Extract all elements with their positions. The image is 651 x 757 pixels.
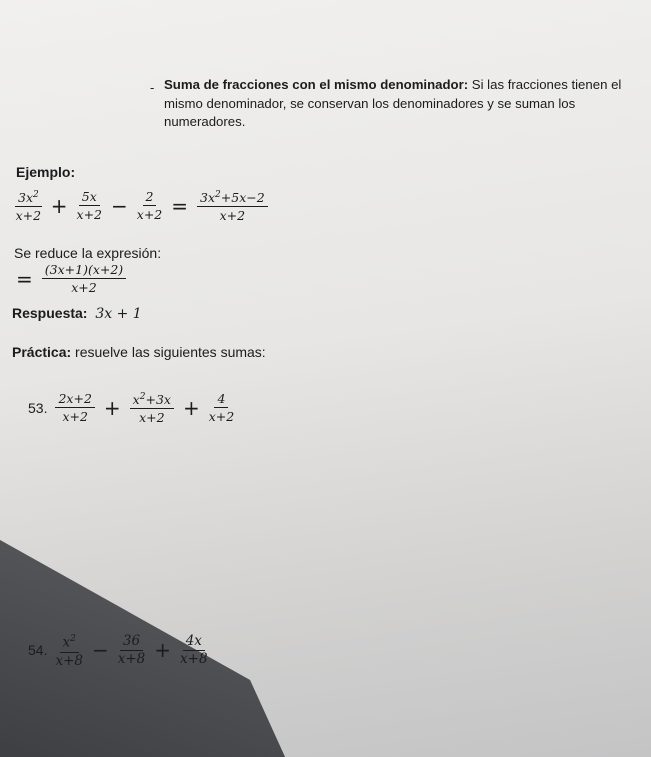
example-equation bbox=[10, 188, 273, 223]
plus-operator: + bbox=[182, 395, 200, 420]
answer-label: Respuesta: bbox=[12, 305, 88, 321]
rule-text: Si las fracciones tienen el mismo denominador, se conservan los denominadores y se suman los numeradores. bbox=[164, 77, 622, 129]
plus-operator: + bbox=[103, 395, 121, 420]
practice-label: Práctica: bbox=[12, 344, 72, 360]
minus-operator: − bbox=[111, 193, 128, 218]
answer-value: 3x + 1 bbox=[95, 306, 142, 322]
problem-53 bbox=[28, 390, 239, 425]
problem-54-term-2: $\frac{36}{x+8}$ bbox=[117, 632, 146, 667]
practice-instructions bbox=[12, 344, 266, 360]
plus-operator: + bbox=[50, 193, 68, 218]
reduce-label: Se reduce la expresión: bbox=[14, 245, 162, 261]
problem-54-term-3: $\frac{4x}{x+8}$ bbox=[180, 632, 208, 667]
minus-operator: − bbox=[91, 638, 109, 663]
example-term-3: $\frac{2}{x+2}$ bbox=[136, 189, 163, 223]
problem-53-term-1: $\frac{2x+2}{x+2}$ bbox=[55, 391, 94, 424]
example-result: $\frac{3x^2+5x-2}{x+2}$ bbox=[197, 188, 268, 223]
plus-operator: + bbox=[154, 638, 172, 663]
example-heading: Ejemplo: bbox=[16, 164, 76, 180]
reduced-fraction: $\frac{(3x+1)(x+2)}{x+2}$ bbox=[42, 262, 126, 295]
problem-number: 54. bbox=[28, 642, 48, 659]
reduced-expression bbox=[12, 262, 131, 295]
bullet-dash: - bbox=[150, 80, 155, 95]
answer-line bbox=[12, 305, 142, 322]
problem-54-term-1: $\frac{x^2}{x+8}$ bbox=[55, 634, 83, 669]
example-term-1: $\frac{3x^2}{x+2}$ bbox=[15, 190, 42, 224]
problem-number: 53. bbox=[28, 399, 48, 416]
rule-paragraph bbox=[164, 76, 624, 132]
rule-title: Suma de fracciones con el mismo denominador: bbox=[164, 77, 469, 92]
example-term-2: $\frac{5x}{x+2}$ bbox=[76, 189, 102, 223]
problem-54 bbox=[28, 632, 213, 669]
practice-text: resuelve las siguientes sumas: bbox=[71, 344, 266, 360]
reduced-equals: = bbox=[16, 266, 33, 291]
equals-operator: = bbox=[171, 193, 189, 218]
problem-53-term-2: $\frac{x^2+3x}{x+2}$ bbox=[130, 390, 174, 425]
problem-53-term-3: $\frac{4}{x+2}$ bbox=[208, 391, 235, 425]
